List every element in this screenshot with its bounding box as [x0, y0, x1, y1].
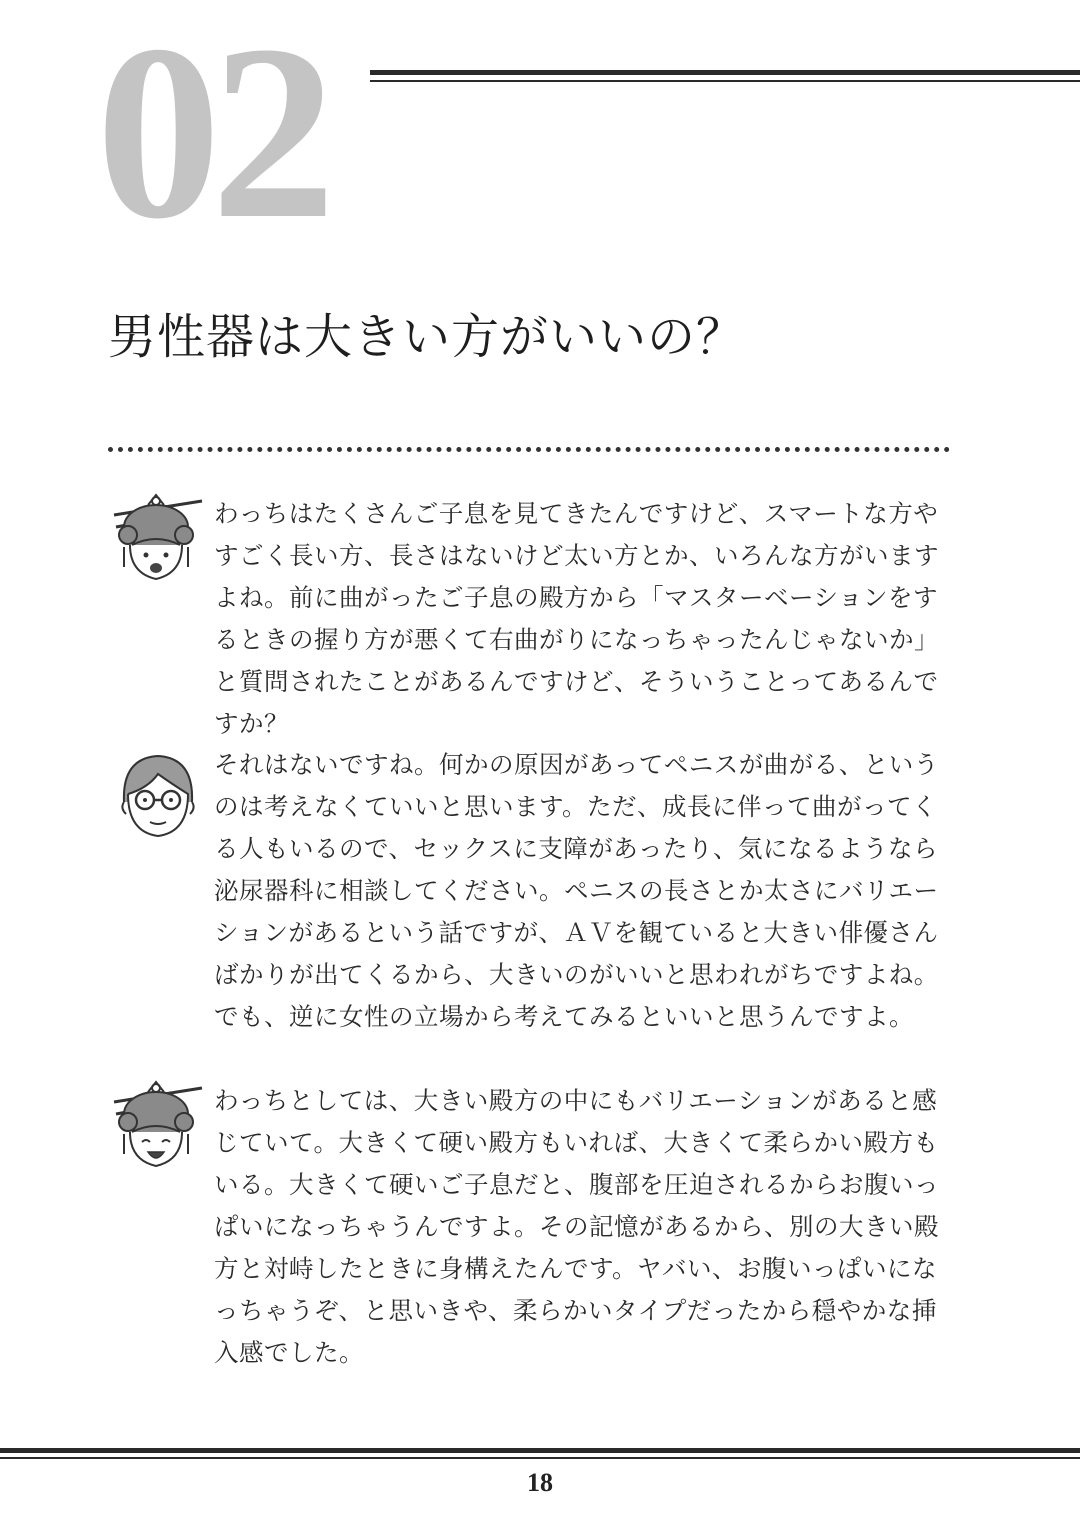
courtesan-avatar-icon: [108, 1080, 208, 1180]
chapter-number: 02: [96, 0, 326, 271]
page-number: 18: [527, 1468, 553, 1497]
doctor-avatar-icon: [108, 744, 208, 844]
page-title: 男性器は大きい方がいいの？: [108, 309, 746, 365]
speech-text: わっちはたくさんご子息を見てきたんですけど、スマートな方やすごく長い方、長さはないけど太い方とか、いろんな方がいますよね。前に曲がったご子息の殿方から「マスターベーションをするときの握り方が悪くて右曲がりになっちゃったんじゃないか」と質問されたことがあるんですけど、そういうことってあるんですか？: [214, 499, 939, 738]
footer-rule: [0, 1448, 1080, 1459]
dotted-divider: [108, 447, 950, 452]
speech-text: それはないですね。何かの原因があってペニスが曲がる、というのは考えなくていいと思います。ただ、成長に伴って曲がってくる人もいるので、セックスに支障があったり、気になるようなら泌尿器科に相談してください。ペニスの長さとか太さにバリエーションがあるという話ですが、ＡＶを観ていると大きい俳優さんばかりが出てくるから、大きいのがいいと思われがちですよね。でも、逆に女性の立場から考えてみるといいと思うんですよ。: [214, 750, 939, 1031]
speech-text: わっちとしては、大きい殿方の中にもバリエーションがあると感じていて。大きくて硬い殿方もいれば、大きくて柔らかい殿方もいる。大きくて硬いご子息だと、腹部を圧迫されるからお腹いっぱいになっちゃうんですよ。その記憶があるから、別の大きい殿方と対峙したときに身構えたんです。ヤバい、お腹いっぱいになっちゃうぞ、と思いきや、柔らかいタイプだったから穏やかな挿入感でした。: [214, 1086, 939, 1367]
courtesan-avatar-icon: [108, 493, 208, 593]
header-rule: [370, 70, 1080, 82]
